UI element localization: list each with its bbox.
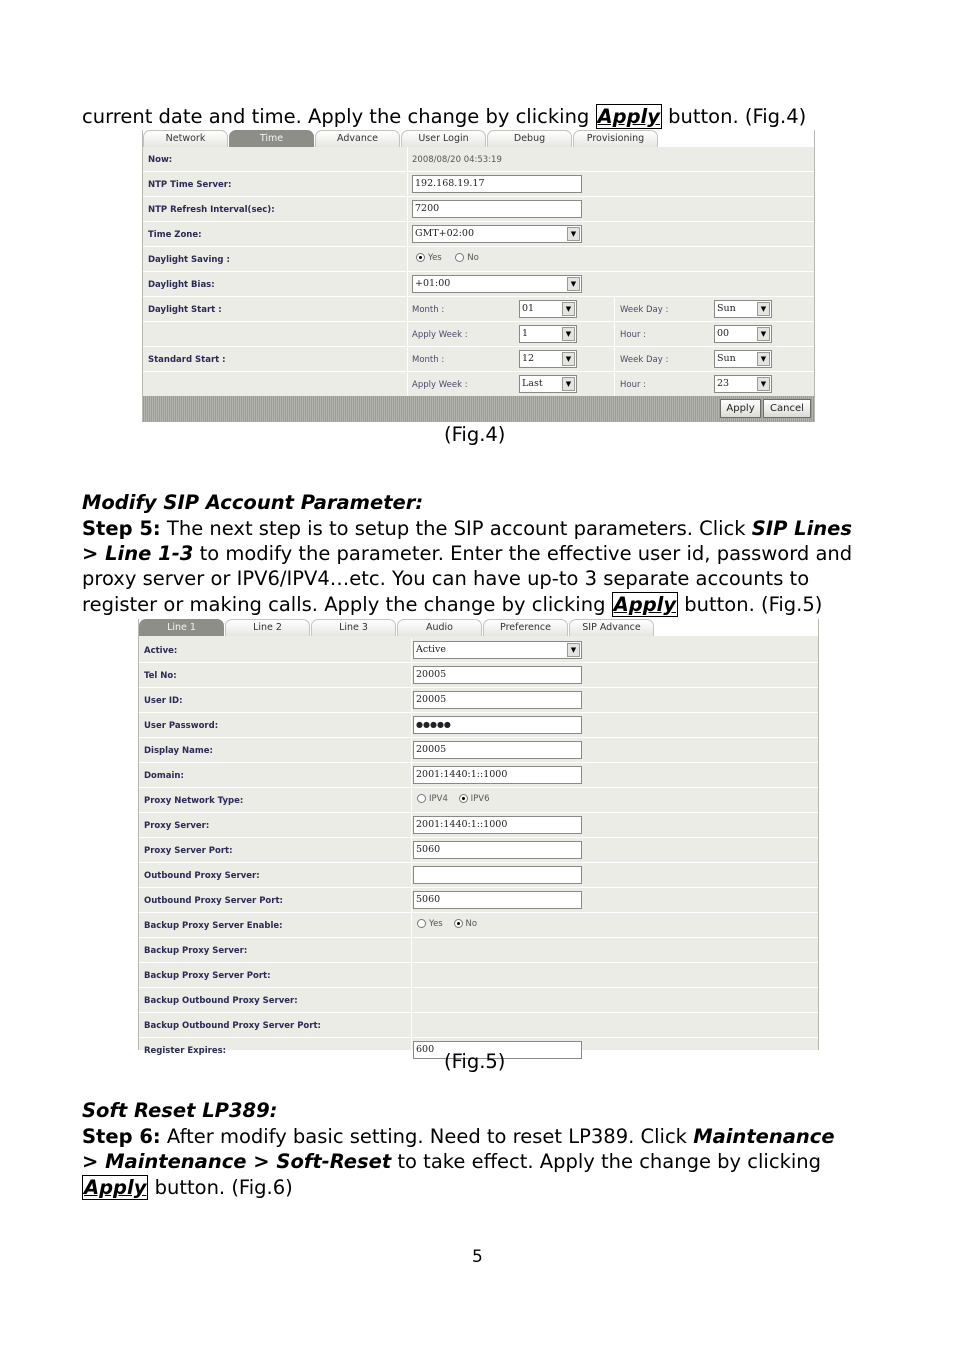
tab-advance[interactable]: Advance [315,130,400,147]
step5-text-2: to modify the parameter. Enter the effective user id, password and [199,542,853,565]
domain-input[interactable]: 2001:1440:1::1000 [413,766,582,784]
apply-keyword: Apply [84,1176,147,1199]
ntp-refresh-row [143,197,814,222]
apply-keyword: Apply [613,593,677,616]
tab-line-2[interactable]: Line 2 [225,619,310,636]
active-value: Active [416,644,447,655]
domain-label: Domain: [144,771,184,781]
settings-tab-bar [143,130,814,147]
backup-no-radio[interactable] [454,919,463,928]
proxy-network-type-label: Proxy Network Type: [144,796,244,806]
daylight-hour-select[interactable] [714,325,772,343]
standard-start-row [143,347,814,372]
ntp-server-input[interactable]: 192.168.19.17 [412,175,582,193]
hour-label: Hour : [620,330,647,340]
page-number: 5 [472,1247,483,1267]
step5-line-1 [82,516,882,541]
proxy-server-port-input[interactable]: 5060 [413,841,582,859]
week-day-label: Week Day : [620,355,669,365]
month-label: Month : [412,305,445,315]
daylight-hour-value: 00 [717,328,730,339]
proxy-server-port-row [139,838,818,863]
soft-reset-path-keyword: > Maintenance > Soft-Reset [82,1150,392,1173]
chevron-down-icon: ▼ [567,227,580,241]
chevron-down-icon: ▼ [757,327,770,341]
ipv6-radio[interactable] [459,794,468,803]
backup-outbound-proxy-server-port-row [139,1013,818,1038]
daylight-yes-label: Yes [428,253,442,263]
time-zone-value: GMT+02:00 [415,228,474,239]
register-expires-input[interactable]: 600 [413,1041,582,1059]
standard-month-value: 12 [522,353,535,364]
domain-row [139,763,818,788]
user-id-label: User ID: [144,696,183,706]
step6-line-2 [82,1149,882,1174]
intro-tail: button. (Fig.4) [668,105,807,128]
ntp-refresh-input[interactable]: 7200 [412,200,582,218]
standard-weekday-value: Sun [717,353,736,364]
standard-weekday-select[interactable] [714,350,772,368]
step5-line-3 [82,566,882,591]
proxy-server-row [139,813,818,838]
week-day-label: Week Day : [620,305,669,315]
backup-yes-radio[interactable] [417,919,426,928]
daylight-saving-options [416,253,479,263]
backup-no-label: No [465,919,478,929]
standard-hour-value: 23 [717,378,730,389]
proxy-network-type-options [417,794,490,804]
proxy-server-port-label: Proxy Server Port: [144,846,233,856]
backup-proxy-enable-label: Backup Proxy Server Enable: [144,921,283,931]
chevron-down-icon: ▼ [567,643,580,657]
proxy-server-input[interactable]: 2001:1440:1::1000 [413,816,582,834]
step6-text-3: button. (Fig.6) [154,1176,293,1199]
time-settings-panel [142,130,815,422]
outbound-proxy-server-port-row [139,888,818,913]
daylight-bias-select[interactable] [412,275,582,293]
backup-proxy-server-port-label: Backup Proxy Server Port: [144,971,271,981]
tab-sip-advance[interactable]: SIP Advance [569,619,654,636]
step6-line-3 [82,1175,882,1200]
maintenance-keyword: Maintenance [693,1125,835,1148]
apply-week-label: Apply Week : [412,330,468,340]
tel-no-input[interactable]: 20005 [413,666,582,684]
chevron-down-icon: ▼ [562,352,575,366]
display-name-input[interactable]: 20005 [413,741,582,759]
proxy-network-type-row [139,788,818,813]
backup-outbound-proxy-server-port-label: Backup Outbound Proxy Server Port: [144,1021,321,1031]
step5-text-5: button. (Fig.5) [684,593,823,616]
daylight-no-radio[interactable] [455,253,464,262]
daylight-saving-label: Daylight Saving : [148,255,230,265]
daylight-start-row [143,297,814,322]
ipv4-label: IPV4 [429,794,448,804]
chevron-down-icon: ▼ [562,302,575,316]
standard-week-value: Last [522,378,543,389]
intro-paragraph [82,104,882,129]
backup-proxy-server-label: Backup Proxy Server: [144,946,248,956]
month-label: Month : [412,355,445,365]
daylight-month-select[interactable] [519,300,577,318]
daylight-month-value: 01 [522,303,535,314]
user-password-row [139,713,818,738]
tab-network[interactable]: Network [143,130,228,147]
tab-debug[interactable]: Debug [487,130,572,147]
tab-preference[interactable]: Preference [483,619,568,636]
tab-provisioning[interactable]: Provisioning [573,130,658,147]
tel-no-label: Tel No: [144,671,177,681]
step5-text-3: proxy server or IPV6/IPV4…etc. You can have up-to 3 separate accounts to [82,567,810,590]
intro-text: current date and time. Apply the change by clicking [82,105,590,128]
soft-reset-heading: Soft Reset LP389: [82,1099,278,1122]
daylight-bias-row [143,272,814,297]
user-id-row [139,688,818,713]
tab-line-3[interactable]: Line 3 [311,619,396,636]
daylight-saving-row [143,247,814,272]
user-password-input[interactable]: ●●●●● [413,716,582,734]
outbound-proxy-server-port-input[interactable]: 5060 [413,891,582,909]
daylight-yes-radio[interactable] [416,253,425,262]
daylight-bias-label: Daylight Bias: [148,280,215,290]
daylight-weekday-value: Sun [717,303,736,314]
outbound-proxy-server-row [139,863,818,888]
standard-hour-select[interactable] [714,375,772,393]
time-zone-label: Time Zone: [148,230,202,240]
daylight-weekday-select[interactable] [714,300,772,318]
outbound-proxy-server-input[interactable] [413,866,582,884]
proxy-server-label: Proxy Server: [144,821,210,831]
button-bar [143,396,814,422]
backup-yes-label: Yes [429,919,443,929]
sip-section-heading: Modify SIP Account Parameter: [82,491,424,514]
step5-text-4: register or making calls. Apply the change by clicking [82,593,606,616]
chevron-down-icon: ▼ [562,327,575,341]
backup-proxy-server-row [139,938,818,963]
daylight-week-value: 1 [522,328,529,339]
standard-start-row-2 [143,372,814,397]
outbound-proxy-server-label: Outbound Proxy Server: [144,871,260,881]
backup-outbound-proxy-server-row [139,988,818,1013]
apply-week-label: Apply Week : [412,380,468,390]
display-name-row [139,738,818,763]
apply-keyword: Apply [597,105,660,128]
standard-week-select[interactable] [519,375,577,393]
sip-tab-bar [139,619,818,636]
chevron-down-icon: ▼ [757,352,770,366]
backup-proxy-enable-options [417,919,477,929]
outbound-proxy-server-port-label: Outbound Proxy Server Port: [144,896,283,906]
fig4-caption: (Fig.4) [444,423,506,446]
now-row [143,147,814,172]
now-label: Now: [148,155,173,165]
ntp-server-label: NTP Time Server: [148,180,232,190]
active-select[interactable] [413,641,582,659]
step6-text-2: to take effect. Apply the change by clicking [397,1150,822,1173]
sip-line-panel [138,619,819,1056]
standard-month-select[interactable] [519,350,577,368]
active-row [139,638,818,663]
sip-lines-keyword: SIP Lines [751,517,853,540]
ntp-refresh-label: NTP Refresh Interval(sec): [148,205,275,215]
chevron-down-icon: ▼ [757,302,770,316]
hour-label: Hour : [620,380,647,390]
fig5-caption: (Fig.5) [444,1050,506,1073]
tab-user-login[interactable]: User Login [401,130,486,147]
ntp-server-row [143,172,814,197]
tel-no-row [139,663,818,688]
tab-time[interactable]: Time [229,130,314,147]
daylight-bias-value: +01:00 [415,278,451,289]
step5-line-2 [82,541,882,566]
apply-button[interactable]: Apply [720,399,761,418]
backup-proxy-enable-row [139,913,818,938]
daylight-start-label: Daylight Start : [148,305,222,315]
daylight-week-select[interactable] [519,325,577,343]
step5-text-1: The next step is to setup the SIP account parameters. Click [166,517,746,540]
now-value: 2008/08/20 04:53:19 [412,155,502,165]
chevron-down-icon: ▼ [567,277,580,291]
backup-outbound-proxy-server-label: Backup Outbound Proxy Server: [144,996,298,1006]
user-password-label: User Password: [144,721,219,731]
display-name-label: Display Name: [144,746,213,756]
ipv6-label: IPV6 [470,794,490,804]
time-zone-select[interactable] [412,225,582,243]
step6-line-1 [82,1124,882,1149]
line-1-3-keyword: > Line 1-3 [82,542,194,565]
chevron-down-icon: ▼ [562,377,575,391]
user-id-input[interactable]: 20005 [413,691,582,709]
step6-label: Step 6: [82,1125,161,1148]
daylight-start-row-2 [143,322,814,347]
tab-audio[interactable]: Audio [397,619,482,636]
ipv4-radio[interactable] [417,794,426,803]
daylight-no-label: No [467,253,479,263]
step5-line-4 [82,592,882,617]
time-zone-row [143,222,814,247]
step5-label: Step 5: [82,517,161,540]
tab-line-1[interactable]: Line 1 [139,619,224,636]
active-label: Active: [144,646,178,656]
register-expires-label: Register Expires: [144,1046,227,1056]
cancel-button[interactable]: Cancel [763,399,811,418]
backup-proxy-server-port-row [139,963,818,988]
chevron-down-icon: ▼ [757,377,770,391]
standard-start-label: Standard Start : [148,355,226,365]
step6-text-1: After modify basic setting. Need to reset LP389. Click [166,1125,687,1148]
